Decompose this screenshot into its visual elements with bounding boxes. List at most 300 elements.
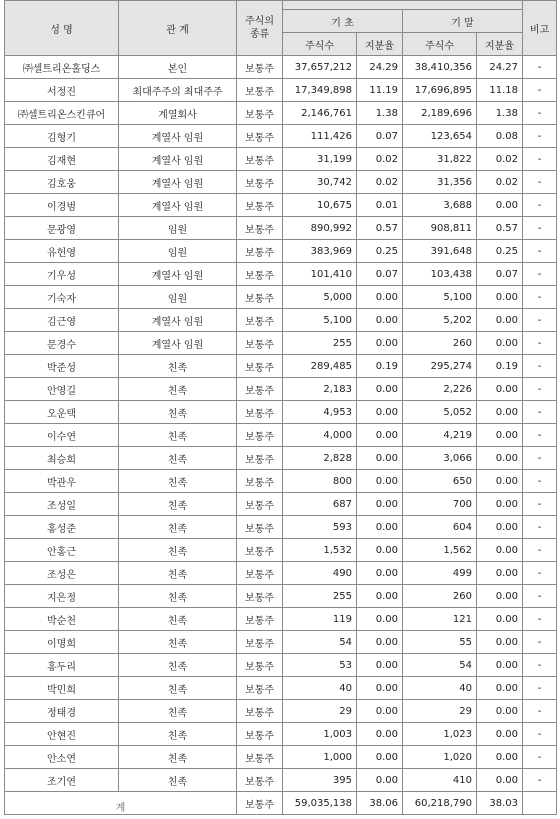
- cell-end-shares: 650: [403, 470, 477, 493]
- cell-end-ratio: 0.00: [477, 286, 523, 309]
- cell-name: 이수연: [5, 424, 119, 447]
- cell-stock-type: 보통주: [237, 700, 283, 723]
- cell-name: 이명희: [5, 631, 119, 654]
- table-row: [5, 447, 557, 470]
- cell-name: 기숙자: [5, 286, 119, 309]
- cell-remark: -: [523, 562, 557, 585]
- header-begin-ratio: 지분율: [357, 33, 403, 56]
- cell-begin-ratio: 0.00: [357, 309, 403, 332]
- cell-relation: 계열사 임원: [119, 125, 237, 148]
- cell-name: 이경범: [5, 194, 119, 217]
- cell-begin-shares: 5,100: [283, 309, 357, 332]
- cell-name: 유헌영: [5, 240, 119, 263]
- cell-remark: -: [523, 125, 557, 148]
- cell-stock-type: 보통주: [237, 286, 283, 309]
- cell-begin-ratio: 0.00: [357, 769, 403, 792]
- cell-begin-shares: 54: [283, 631, 357, 654]
- cell-remark: -: [523, 286, 557, 309]
- cell-end-ratio: 0.25: [477, 240, 523, 263]
- cell-name: 서정진: [5, 79, 119, 102]
- cell-name: 김재현: [5, 148, 119, 171]
- table-footer: [5, 792, 557, 815]
- cell-begin-shares: 593: [283, 516, 357, 539]
- cell-stock-type: 보통주: [237, 148, 283, 171]
- cell-remark: -: [523, 309, 557, 332]
- cell-end-ratio: 0.00: [477, 424, 523, 447]
- table-row: [5, 125, 557, 148]
- cell-begin-ratio: 0.00: [357, 608, 403, 631]
- cell-end-ratio: 0.00: [477, 401, 523, 424]
- cell-end-ratio: 0.00: [477, 608, 523, 631]
- cell-end-ratio: 0.00: [477, 309, 523, 332]
- cell-relation: 친족: [119, 355, 237, 378]
- cell-remark: -: [523, 56, 557, 79]
- table-row: [5, 79, 557, 102]
- cell-relation: 친족: [119, 447, 237, 470]
- cell-begin-ratio: 0.25: [357, 240, 403, 263]
- cell-begin-shares: 1,532: [283, 539, 357, 562]
- cell-name: 김근영: [5, 309, 119, 332]
- cell-remark: -: [523, 148, 557, 171]
- cell-begin-ratio: 0.07: [357, 263, 403, 286]
- table-row: [5, 608, 557, 631]
- cell-relation: 계열사 임원: [119, 309, 237, 332]
- cell-relation: 친족: [119, 769, 237, 792]
- cell-begin-shares: 1,000: [283, 746, 357, 769]
- cell-end-shares: 908,811: [403, 217, 477, 240]
- cell-begin-shares: 2,146,761: [283, 102, 357, 125]
- table-row: [5, 700, 557, 723]
- cell-name: 기우성: [5, 263, 119, 286]
- table-row: [5, 516, 557, 539]
- cell-stock-type: 보통주: [237, 378, 283, 401]
- header-relation: 관 계: [119, 1, 237, 56]
- cell-end-ratio: 0.00: [477, 723, 523, 746]
- cell-end-ratio: 0.00: [477, 585, 523, 608]
- cell-stock-type: 보통주: [237, 677, 283, 700]
- cell-end-shares: 499: [403, 562, 477, 585]
- cell-begin-ratio: 0.00: [357, 424, 403, 447]
- table-row: [5, 240, 557, 263]
- cell-relation: 본인: [119, 56, 237, 79]
- table-row: [5, 148, 557, 171]
- cell-begin-ratio: 0.00: [357, 585, 403, 608]
- cell-remark: -: [523, 516, 557, 539]
- cell-end-ratio: 0.02: [477, 148, 523, 171]
- cell-begin-ratio: 0.00: [357, 516, 403, 539]
- cell-end-shares: 1,020: [403, 746, 477, 769]
- header-stock-type-line1: 주식의: [245, 16, 274, 27]
- cell-relation: 친족: [119, 700, 237, 723]
- total-label: 계: [5, 792, 237, 815]
- cell-stock-type: 보통주: [237, 194, 283, 217]
- cell-begin-ratio: 0.00: [357, 700, 403, 723]
- cell-end-shares: 5,052: [403, 401, 477, 424]
- cell-remark: -: [523, 171, 557, 194]
- cell-begin-shares: 31,199: [283, 148, 357, 171]
- header-end-shares: 주식수: [403, 33, 477, 56]
- cell-end-ratio: 0.00: [477, 769, 523, 792]
- table-row: [5, 217, 557, 240]
- total-type: 보통주: [237, 792, 283, 815]
- table-row: [5, 746, 557, 769]
- cell-end-shares: 31,822: [403, 148, 477, 171]
- cell-end-shares: 55: [403, 631, 477, 654]
- cell-remark: -: [523, 539, 557, 562]
- header-begin: 기 초: [283, 10, 403, 33]
- cell-name: 박민희: [5, 677, 119, 700]
- cell-end-shares: 3,066: [403, 447, 477, 470]
- cell-begin-shares: 255: [283, 332, 357, 355]
- cell-name: ㈜셀트리온홀딩스: [5, 56, 119, 79]
- table-row: [5, 654, 557, 677]
- cell-end-ratio: 0.57: [477, 217, 523, 240]
- table-row: [5, 309, 557, 332]
- cell-stock-type: 보통주: [237, 401, 283, 424]
- table-row: [5, 631, 557, 654]
- cell-relation: 계열사 임원: [119, 194, 237, 217]
- cell-end-ratio: 0.02: [477, 171, 523, 194]
- cell-begin-shares: 5,000: [283, 286, 357, 309]
- cell-begin-shares: 4,000: [283, 424, 357, 447]
- cell-begin-shares: 17,349,898: [283, 79, 357, 102]
- cell-begin-ratio: 0.00: [357, 470, 403, 493]
- table-row: [5, 585, 557, 608]
- total-row: [5, 792, 557, 815]
- cell-relation: 친족: [119, 424, 237, 447]
- cell-relation: 친족: [119, 631, 237, 654]
- cell-begin-ratio: 0.00: [357, 562, 403, 585]
- table-body: [5, 56, 557, 792]
- cell-name: 안현진: [5, 723, 119, 746]
- cell-end-shares: 29: [403, 700, 477, 723]
- cell-end-shares: 54: [403, 654, 477, 677]
- cell-end-shares: 123,654: [403, 125, 477, 148]
- cell-name: 홍두리: [5, 654, 119, 677]
- cell-relation: 계열사 임원: [119, 263, 237, 286]
- cell-relation: 친족: [119, 470, 237, 493]
- cell-begin-shares: 30,742: [283, 171, 357, 194]
- table-row: [5, 723, 557, 746]
- cell-remark: -: [523, 355, 557, 378]
- table-row: [5, 539, 557, 562]
- cell-begin-shares: 10,675: [283, 194, 357, 217]
- cell-end-ratio: 0.07: [477, 263, 523, 286]
- total-begin-ratio: 38.06: [357, 792, 403, 815]
- cell-end-shares: 40: [403, 677, 477, 700]
- cell-remark: -: [523, 631, 557, 654]
- table-row: [5, 493, 557, 516]
- cell-begin-ratio: 0.00: [357, 746, 403, 769]
- cell-stock-type: 보통주: [237, 654, 283, 677]
- cell-end-ratio: 0.00: [477, 447, 523, 470]
- cell-begin-ratio: 0.19: [357, 355, 403, 378]
- cell-begin-shares: 255: [283, 585, 357, 608]
- cell-stock-type: 보통주: [237, 56, 283, 79]
- cell-name: 김호웅: [5, 171, 119, 194]
- cell-begin-ratio: 0.00: [357, 723, 403, 746]
- header-stock-type: [237, 1, 283, 56]
- cell-begin-ratio: 0.00: [357, 654, 403, 677]
- cell-stock-type: 보통주: [237, 125, 283, 148]
- cell-relation: 계열사 임원: [119, 171, 237, 194]
- table-row: [5, 332, 557, 355]
- cell-end-ratio: 0.00: [477, 378, 523, 401]
- cell-remark: -: [523, 102, 557, 125]
- cell-name: 박순천: [5, 608, 119, 631]
- cell-relation: 친족: [119, 378, 237, 401]
- cell-begin-shares: 490: [283, 562, 357, 585]
- cell-relation: 계열사 임원: [119, 332, 237, 355]
- table-row: [5, 470, 557, 493]
- cell-end-ratio: 0.00: [477, 654, 523, 677]
- cell-begin-shares: 2,828: [283, 447, 357, 470]
- cell-begin-shares: 40: [283, 677, 357, 700]
- cell-stock-type: 보통주: [237, 217, 283, 240]
- cell-remark: -: [523, 332, 557, 355]
- cell-stock-type: 보통주: [237, 562, 283, 585]
- cell-stock-type: 보통주: [237, 470, 283, 493]
- cell-name: ㈜셀트리온스킨큐어: [5, 102, 119, 125]
- cell-end-ratio: 0.00: [477, 677, 523, 700]
- cell-begin-shares: 395: [283, 769, 357, 792]
- cell-stock-type: 보통주: [237, 493, 283, 516]
- cell-end-ratio: 0.00: [477, 700, 523, 723]
- cell-remark: -: [523, 240, 557, 263]
- cell-end-ratio: 11.18: [477, 79, 523, 102]
- cell-name: 정태경: [5, 700, 119, 723]
- cell-stock-type: 보통주: [237, 102, 283, 125]
- cell-remark: -: [523, 378, 557, 401]
- total-end-ratio: 38.03: [477, 792, 523, 815]
- cell-relation: 친족: [119, 746, 237, 769]
- header-end: 기 말: [403, 10, 523, 33]
- cell-name: 김형기: [5, 125, 119, 148]
- cell-begin-ratio: 0.00: [357, 332, 403, 355]
- header-ownership: [283, 1, 523, 10]
- cell-relation: 친족: [119, 401, 237, 424]
- table-row: [5, 355, 557, 378]
- cell-remark: -: [523, 769, 557, 792]
- total-end-shares: 60,218,790: [403, 792, 477, 815]
- cell-stock-type: 보통주: [237, 631, 283, 654]
- cell-begin-ratio: 0.00: [357, 286, 403, 309]
- cell-stock-type: 보통주: [237, 608, 283, 631]
- cell-begin-ratio: 0.57: [357, 217, 403, 240]
- cell-remark: -: [523, 263, 557, 286]
- cell-end-shares: 1,562: [403, 539, 477, 562]
- cell-remark: -: [523, 654, 557, 677]
- table-row: [5, 677, 557, 700]
- cell-end-ratio: 24.27: [477, 56, 523, 79]
- cell-begin-ratio: 24.29: [357, 56, 403, 79]
- cell-relation: 친족: [119, 723, 237, 746]
- table-row: [5, 769, 557, 792]
- cell-begin-ratio: 0.02: [357, 148, 403, 171]
- cell-end-shares: 2,226: [403, 378, 477, 401]
- cell-end-ratio: 0.19: [477, 355, 523, 378]
- cell-end-ratio: 0.00: [477, 493, 523, 516]
- cell-name: 조기연: [5, 769, 119, 792]
- cell-name: 안소연: [5, 746, 119, 769]
- cell-stock-type: 보통주: [237, 769, 283, 792]
- cell-name: 문광영: [5, 217, 119, 240]
- table-row: [5, 56, 557, 79]
- header-end-ratio: 지분율: [477, 33, 523, 56]
- cell-end-shares: 103,438: [403, 263, 477, 286]
- cell-end-shares: 700: [403, 493, 477, 516]
- cell-name: 안홍근: [5, 539, 119, 562]
- cell-begin-shares: 111,426: [283, 125, 357, 148]
- table-row: [5, 378, 557, 401]
- cell-end-shares: 295,274: [403, 355, 477, 378]
- cell-end-ratio: 0.00: [477, 539, 523, 562]
- cell-remark: -: [523, 723, 557, 746]
- cell-relation: 친족: [119, 516, 237, 539]
- cell-stock-type: 보통주: [237, 723, 283, 746]
- cell-begin-shares: 800: [283, 470, 357, 493]
- cell-begin-shares: 37,657,212: [283, 56, 357, 79]
- cell-stock-type: 보통주: [237, 171, 283, 194]
- cell-relation: 임원: [119, 286, 237, 309]
- table-row: [5, 424, 557, 447]
- cell-relation: 친족: [119, 493, 237, 516]
- cell-begin-ratio: 0.00: [357, 447, 403, 470]
- table-row: [5, 401, 557, 424]
- cell-remark: -: [523, 401, 557, 424]
- cell-begin-ratio: 0.02: [357, 171, 403, 194]
- cell-remark: -: [523, 746, 557, 769]
- cell-relation: 임원: [119, 217, 237, 240]
- cell-remark: -: [523, 677, 557, 700]
- cell-begin-ratio: 11.19: [357, 79, 403, 102]
- cell-stock-type: 보통주: [237, 539, 283, 562]
- cell-stock-type: 보통주: [237, 332, 283, 355]
- cell-begin-shares: 4,953: [283, 401, 357, 424]
- cell-end-shares: 604: [403, 516, 477, 539]
- cell-end-shares: 410: [403, 769, 477, 792]
- cell-remark: -: [523, 424, 557, 447]
- cell-end-ratio: 0.00: [477, 332, 523, 355]
- cell-begin-ratio: 0.00: [357, 493, 403, 516]
- cell-name: 지은정: [5, 585, 119, 608]
- cell-stock-type: 보통주: [237, 240, 283, 263]
- cell-stock-type: 보통주: [237, 309, 283, 332]
- cell-begin-ratio: 1.38: [357, 102, 403, 125]
- cell-end-ratio: 0.00: [477, 470, 523, 493]
- cell-remark: -: [523, 447, 557, 470]
- cell-name: 오운택: [5, 401, 119, 424]
- cell-name: 조성일: [5, 493, 119, 516]
- cell-begin-ratio: 0.00: [357, 378, 403, 401]
- cell-end-ratio: 0.00: [477, 746, 523, 769]
- header-name: 성 명: [5, 1, 119, 56]
- table-row: [5, 171, 557, 194]
- cell-relation: 친족: [119, 608, 237, 631]
- cell-end-shares: 3,688: [403, 194, 477, 217]
- cell-name: 문경수: [5, 332, 119, 355]
- cell-end-shares: 5,100: [403, 286, 477, 309]
- cell-relation: 친족: [119, 654, 237, 677]
- cell-end-shares: 31,356: [403, 171, 477, 194]
- header-begin-shares: 주식수: [283, 33, 357, 56]
- cell-stock-type: 보통주: [237, 355, 283, 378]
- cell-remark: -: [523, 700, 557, 723]
- cell-stock-type: 보통주: [237, 746, 283, 769]
- cell-begin-shares: 890,992: [283, 217, 357, 240]
- cell-end-shares: 38,410,356: [403, 56, 477, 79]
- cell-name: 조성은: [5, 562, 119, 585]
- cell-end-ratio: 0.08: [477, 125, 523, 148]
- cell-begin-shares: 687: [283, 493, 357, 516]
- cell-end-shares: 1,023: [403, 723, 477, 746]
- cell-remark: -: [523, 585, 557, 608]
- cell-relation: 계열회사: [119, 102, 237, 125]
- cell-remark: -: [523, 194, 557, 217]
- cell-relation: 친족: [119, 677, 237, 700]
- cell-relation: 친족: [119, 539, 237, 562]
- cell-remark: -: [523, 79, 557, 102]
- cell-remark: -: [523, 470, 557, 493]
- table-row: [5, 562, 557, 585]
- cell-name: 박관우: [5, 470, 119, 493]
- table-row: [5, 263, 557, 286]
- cell-end-shares: 5,202: [403, 309, 477, 332]
- cell-name: 안영길: [5, 378, 119, 401]
- cell-relation: 계열사 임원: [119, 148, 237, 171]
- cell-name: 최승희: [5, 447, 119, 470]
- cell-begin-shares: 289,485: [283, 355, 357, 378]
- cell-begin-ratio: 0.01: [357, 194, 403, 217]
- cell-relation: 임원: [119, 240, 237, 263]
- cell-end-ratio: 1.38: [477, 102, 523, 125]
- cell-stock-type: 보통주: [237, 424, 283, 447]
- cell-begin-ratio: 0.00: [357, 401, 403, 424]
- cell-name: 홍성준: [5, 516, 119, 539]
- cell-begin-shares: 119: [283, 608, 357, 631]
- cell-stock-type: 보통주: [237, 447, 283, 470]
- header-stock-type-line2: 종류: [249, 29, 270, 40]
- cell-end-ratio: 0.00: [477, 516, 523, 539]
- table-row: [5, 102, 557, 125]
- cell-end-shares: 2,189,696: [403, 102, 477, 125]
- cell-begin-shares: 53: [283, 654, 357, 677]
- cell-end-shares: 17,696,895: [403, 79, 477, 102]
- cell-end-shares: 121: [403, 608, 477, 631]
- cell-name: 박준성: [5, 355, 119, 378]
- cell-relation: 친족: [119, 585, 237, 608]
- table-row: [5, 286, 557, 309]
- cell-end-shares: 260: [403, 332, 477, 355]
- cell-stock-type: 보통주: [237, 585, 283, 608]
- cell-begin-shares: 383,969: [283, 240, 357, 263]
- cell-stock-type: 보통주: [237, 79, 283, 102]
- table-header: [5, 1, 557, 56]
- cell-remark: -: [523, 217, 557, 240]
- cell-end-shares: 391,648: [403, 240, 477, 263]
- cell-end-shares: 4,219: [403, 424, 477, 447]
- cell-end-ratio: 0.00: [477, 562, 523, 585]
- table-row: [5, 194, 557, 217]
- cell-begin-shares: 101,410: [283, 263, 357, 286]
- cell-end-ratio: 0.00: [477, 631, 523, 654]
- cell-end-ratio: 0.00: [477, 194, 523, 217]
- cell-remark: -: [523, 493, 557, 516]
- cell-relation: 최대주주의 최대주주: [119, 79, 237, 102]
- cell-begin-shares: 2,183: [283, 378, 357, 401]
- total-remark: [523, 792, 557, 815]
- cell-end-shares: 260: [403, 585, 477, 608]
